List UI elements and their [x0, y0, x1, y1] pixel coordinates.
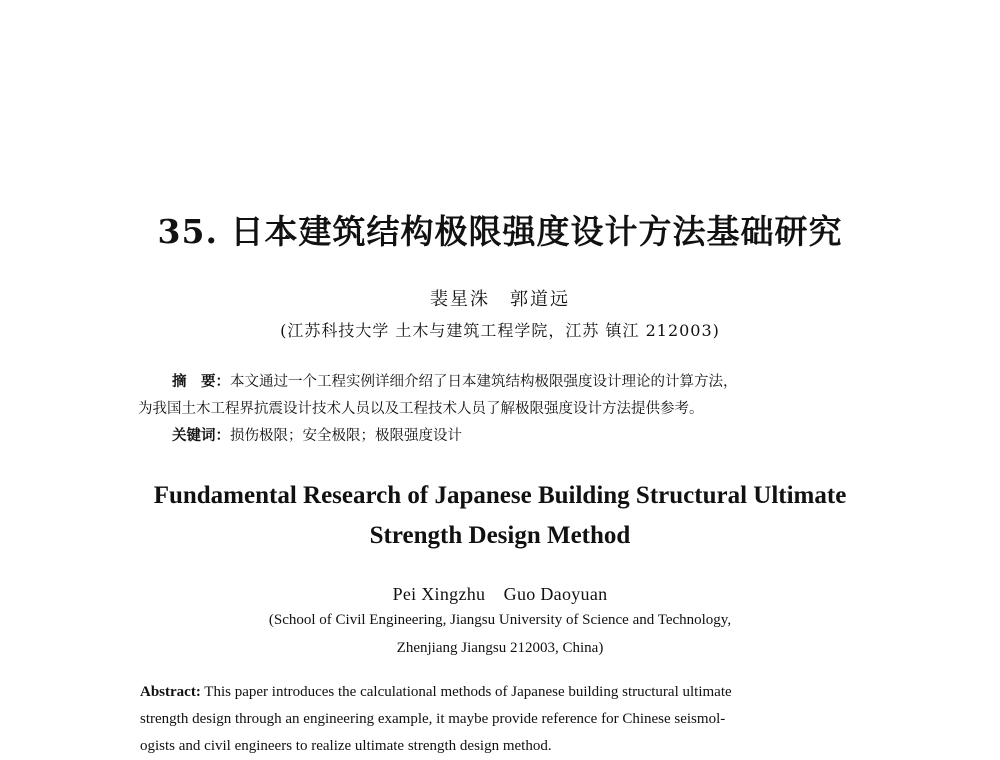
english-title-line-1: Fundamental Research of Japanese Building Structural Ultimate [153, 482, 847, 509]
chinese-keywords [172, 424, 462, 445]
english-authors: Pei Xingzhu Guo Daoyuan [392, 584, 608, 604]
chinese-affiliation: (江苏科技大学 土木与建筑工程学院，江苏 镇江 212003) [280, 321, 720, 340]
chinese-keywords-text: 损伤极限；安全极限；极限强度设计 [230, 428, 462, 444]
english-abstract-text-1: This paper introduces the calculational methods of Japanese building structural ultimate [200, 684, 732, 700]
english-abstract-label: Abstract: [140, 684, 201, 700]
chinese-authors: 裴星洙 郭道远 [430, 289, 570, 310]
english-affiliation-line-1: (School of Civil Engineering, Jiangsu University of Science and Technology, [268, 612, 732, 628]
chinese-abstract-text-1: 本文通过一个工程实例详细介绍了日本建筑结构极限强度设计理论的计算方法， [230, 374, 738, 390]
chinese-abstract-label: 摘 要： [172, 373, 230, 390]
english-abstract-line-2: strength design through an engineering example, it maybe provide reference for Chinese seismol- [140, 711, 726, 727]
chinese-abstract-line-2: 为我国土木工程界抗震设计技术人员以及工程技术人员了解极限强度设计方法提供参考。 [138, 401, 704, 417]
english-affiliation-line-2: Zhenjiang Jiangsu 212003, China) [396, 640, 604, 656]
chinese-abstract-line-1 [172, 370, 738, 391]
chinese-title: 35. 日本建筑结构极限强度设计方法基础研究 [157, 212, 843, 251]
english-abstract-line-3: ogists and civil engineers to realize ultimate strength design method. [140, 738, 552, 754]
english-abstract-line-1 [140, 684, 732, 701]
english-title-line-2: Strength Design Method [369, 522, 631, 549]
chinese-keywords-label: 关键词： [172, 427, 230, 444]
